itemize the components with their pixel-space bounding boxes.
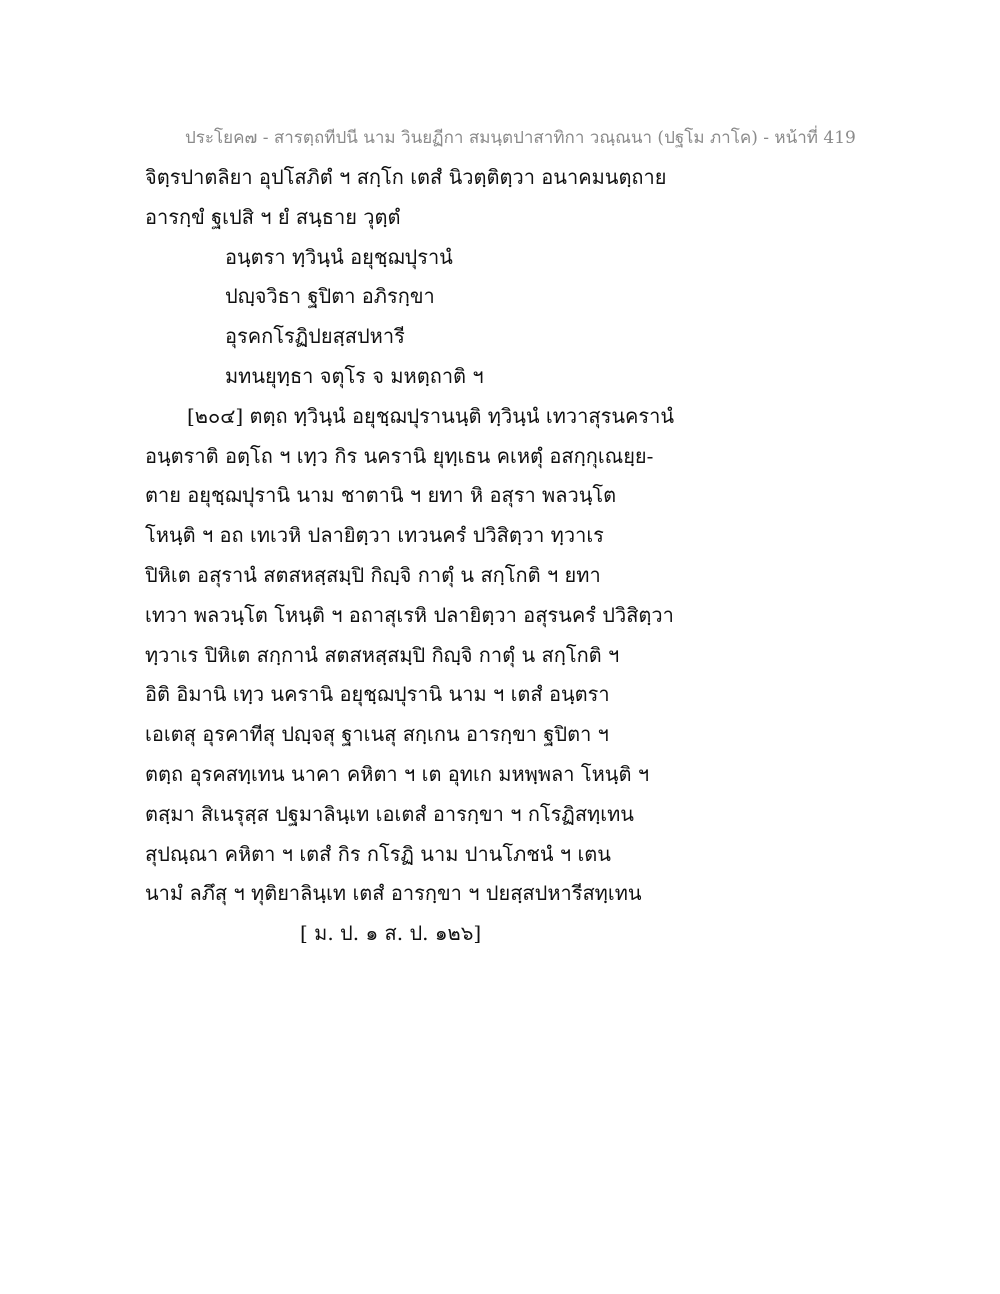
text-line: สุปณฺณา คหิตา ฯ เตสํ กิร กโรฏิ นาม ปานโภชนํ ฯ เตน [145,841,611,866]
verse-line: ปญฺจวิธา ฐปิตา อภิรกฺขา [225,284,435,309]
verse-line: มทนยุทฺธา จตุโร จ มหตฺถาติ ฯ [225,363,484,388]
text-line: ตสฺมา สิเนรุสฺส ปฐมาลินฺเท เอเตสํ อารกฺขา ฯ กโรฏิสทฺเทน [145,801,634,826]
running-header: ประโยค๗ - สารตฺถทีปนี นาม วินยฏีกา สมนฺตปาสาทิกา วณฺณนา (ปฐโม ภาโค) - หน้าที่ 419 [185,128,856,148]
text-line: เอเตสุ อุรคาทีสุ ปญฺจสุ ฐาเนสุ สกฺเกน อารกฺขา ฐปิตา ฯ [145,722,609,747]
paragraph-start-line: [๒๐๔] ตตฺถ ทฺวินฺนํ อยุชฺฌปุรานนฺติ ทฺวินฺนํ เทวาสุรนครานํ [187,403,675,428]
text-line: อนฺตราติ อตฺโถ ฯ เทฺว กิร นครานิ ยุทฺเธน คเหตุํ อสกฺกุเณยฺย- [145,443,654,468]
text-line: เทวา พลวนฺโต โหนฺติ ฯ อถาสุเรหิ ปลายิตฺวา อสุรนครํ ปวิสิตฺวา [145,602,674,627]
text-line: อารกฺขํ ฐเปสิ ฯ ยํ สนฺธาย วุตฺตํ [145,204,401,229]
text-line: ทฺวาเร ปิหิเต สกฺกานํ สตสหสฺสมฺปิ กิญฺจิ กาตุํ น สกฺโกติ ฯ [145,642,620,667]
text-line: นามํ ลภึสุ ฯ ทุติยาลินฺเท เตสํ อารกฺขา ฯ ปยสฺสปหารีสทฺเทน [145,881,642,906]
text-line: อิติ อิมานิ เทฺว นครานิ อยุชฺฌปุรานิ นาม ฯ เตสํ อนฺตรา [145,682,610,707]
text-line: โหนฺติ ฯ อถ เทเวหิ ปลายิตฺวา เทวนครํ ปวิสิตฺวา ทฺวาเร [145,523,604,548]
verse-line: อนฺตรา ทฺวินฺนํ อยุชฺฌปุรานํ [225,244,453,269]
body-text [145,158,705,954]
text-line: ตตฺถ อุรคสทฺเทน นาคา คหิตา ฯ เต อุทเก มหพฺพลา โหนฺติ ฯ [145,761,650,786]
text-line: จิตฺรปาตลิยา อุปโสภิตํ ฯ สกฺโก เตสํ นิวตฺติตฺวา อนาคมนตฺถาย [145,165,667,189]
verse-line: อุรคกโรฏิปยสฺสปหารี [225,324,405,349]
citation-reference: [ ม. ป. ๑ ส. ป. ๑๒๖] [300,921,482,946]
text-line: ตาย อยุชฺฌปุรานิ นาม ชาตานิ ฯ ยทา หิ อสุรา พลวนฺโต [145,483,617,508]
text-line: ปิหิเต อสุรานํ สตสหสฺสมฺปิ กิญฺจิ กาตุํ น สกฺโกติ ฯ ยทา [145,562,601,587]
